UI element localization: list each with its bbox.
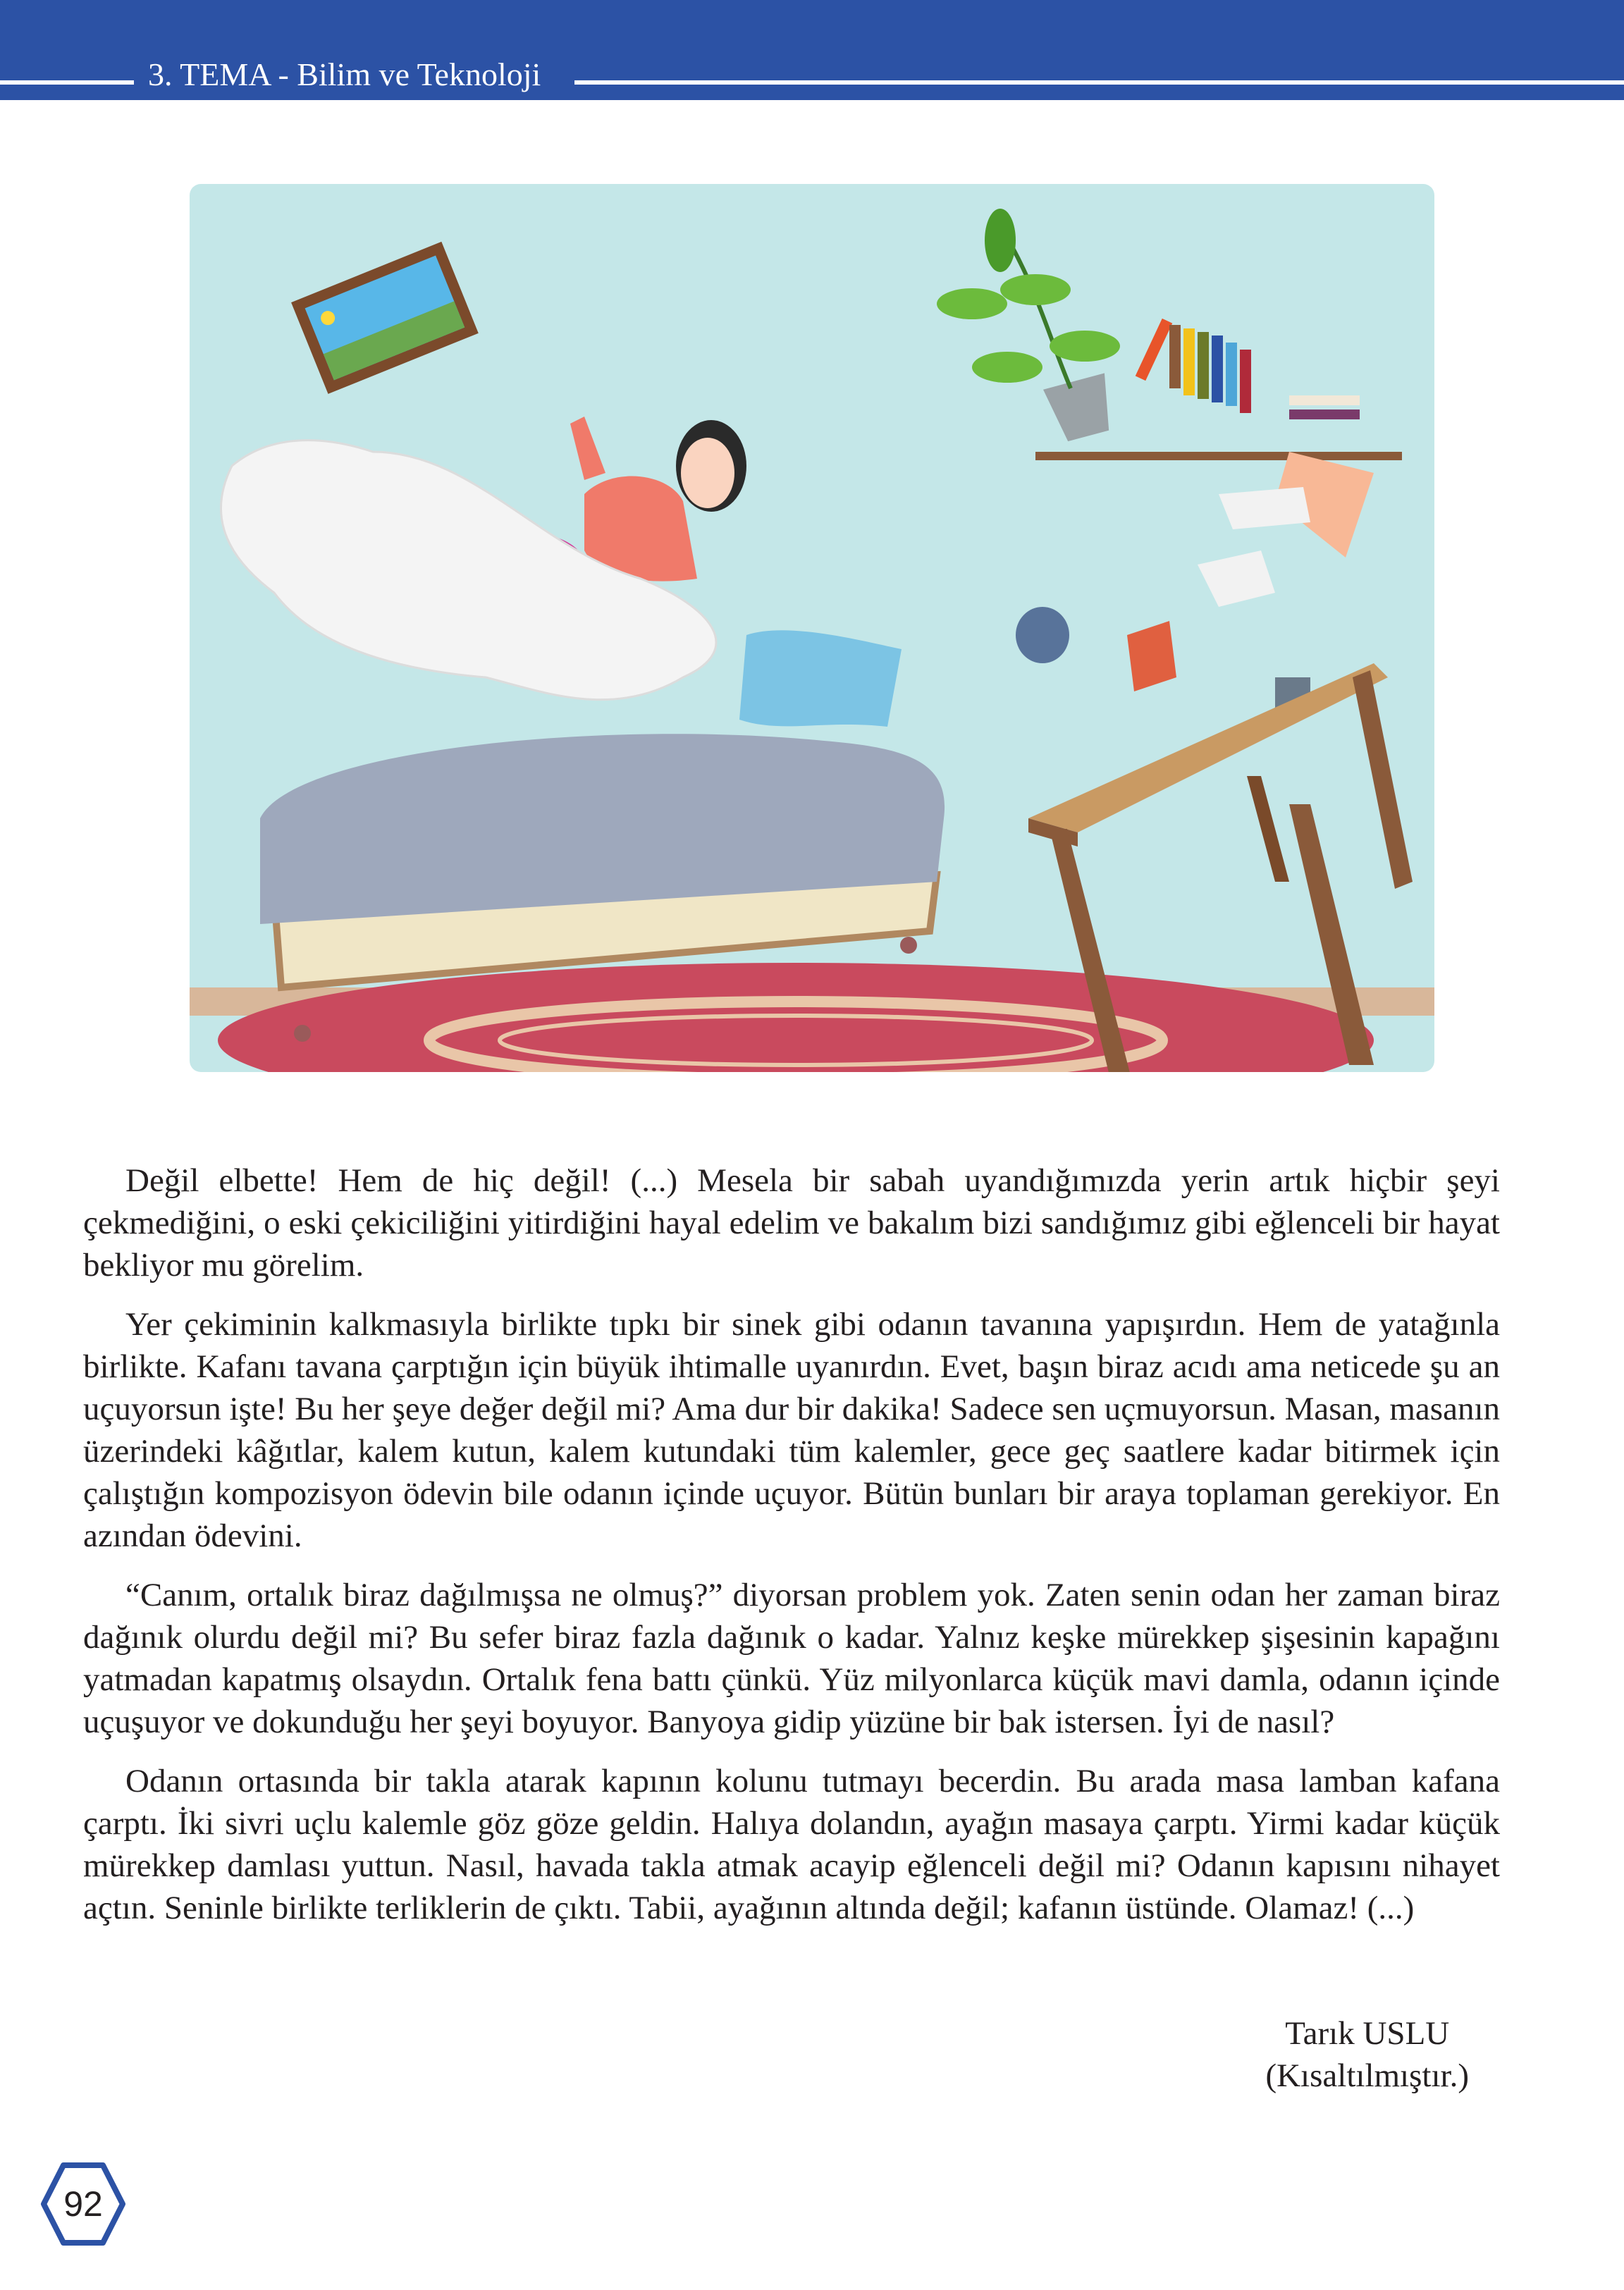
author-name: Tarık USLU (1285, 2015, 1450, 2052)
page-number: 92 (63, 2184, 103, 2224)
page-number-badge (39, 2161, 127, 2247)
pillow (739, 630, 902, 727)
header-rule-left (0, 80, 134, 85)
paragraph: Yer çekiminin kalkmasıyla birlikte tıpkı bir sinek gibi odanın tavanına yapışırdın. Hem de yatağınla birlikte. Kafanı tavana çarptığın için büyük ihtimalle uyanırdın. Evet, başın biraz acıdı ama neticede şu an uçuyorsun işte! Bu her şeye değer değil mi? Ama dur bir dakika! Sadece sen uçmuyorsun. Masan, masanın üzerindeki kâğıtlar, kalem kutun, kalem kutundaki tüm kalemler, gece geç saatlere kadar bitirmek için çalıştığın kompozisyon ödevin bile odanın içinde uçuyor. Bütün bunları bir araya toplaman gerekiyor. En azından ödevini. (83, 1306, 1501, 1554)
story-illustration (190, 184, 1434, 1072)
attribution (1265, 2012, 1469, 2097)
paragraph: Değil elbette! Hem de hiç değil! (...) Mesela bir sabah uyandığımızda yerin artık hiçbir şeyi çekmediğini, o eski çekiciliğini yitirdiğini hayal edelim ve bakalım bizi sandığımız gibi eğlenceli bir hayat bekliyor mu görelim. (83, 1162, 1500, 1283)
abridged-note: (Kısaltılmıştır.) (1265, 2057, 1469, 2094)
shelf (1035, 452, 1402, 460)
paragraph: “Canım, ortalık biraz dağılmışsa ne olmuş?” diyorsan problem yok. Zaten senin odan her zaman biraz dağınık olurdu değil mi? Bu sefer biraz fazla dağınık o kadar. Yalnız keşke mürekkep şişesinin kapağını yatmadan kapatmış olsaydın. Ortalık fena battı çünkü. Yüz milyonlarca küçük mavi damla, odanın içinde uçuşuyor ve dokunduğu her şeyi boyuyor. Banyoya gidip yüzüne bir bak istersen. İyi de nasıl? (83, 1577, 1500, 1740)
story-text (83, 1159, 1500, 1946)
chapter-title: 3. TEMA - Bilim ve Teknoloji (141, 54, 548, 96)
ink-bottle (1016, 607, 1069, 663)
paragraph: Odanın ortasında bir takla atarak kapının kolunu tutmayı becerdin. Bu arada masa lamban kafana çarptı. İki sivri uçlu kalemle göz göze geldin. Halıya dolandın, ayağın masaya çarptı. Yirmi kadar küçük mürekkep damlası yuttun. Nasıl, havada takla atmak acayip eğlenceli değil mi? Odanın kapısını nihayet açtın. Seninle birlikte terliklerin de çıktı. Tabii, ayağının altında değil; kafanın üstünde. Olamaz! (...) (83, 1763, 1500, 1926)
header-rule-right (574, 80, 1624, 85)
chapter-header (0, 0, 1624, 100)
